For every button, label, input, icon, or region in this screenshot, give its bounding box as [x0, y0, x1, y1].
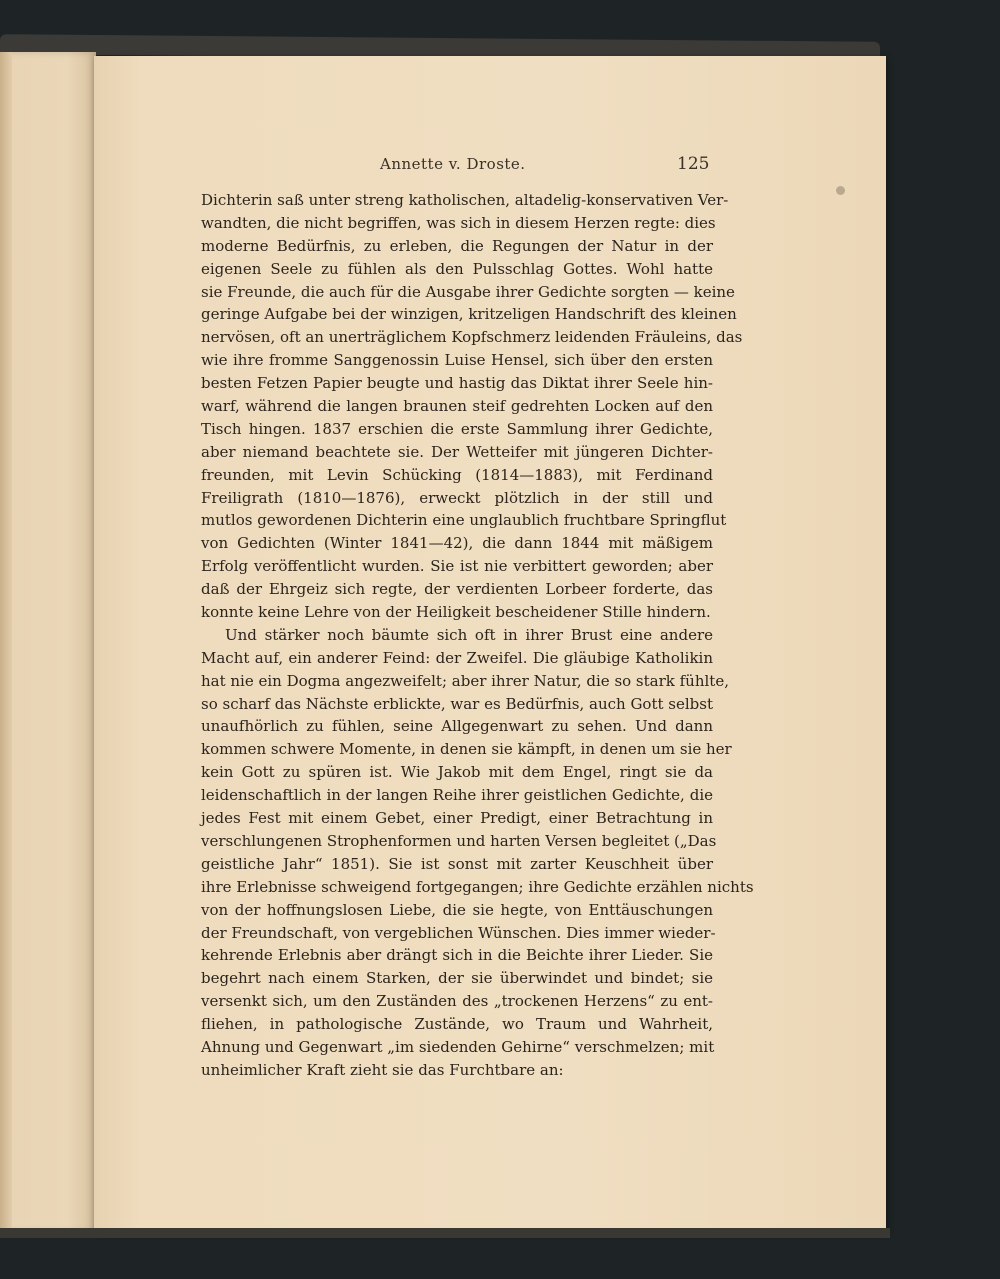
- text-line: Ahnung und Gegenwart „im siedenden Gehirne“ verschmelzen; mit: [201, 1037, 715, 1056]
- text-line: sie Freunde, die auch für die Ausgabe ihrer Gedichte sorgten — keine: [201, 282, 735, 301]
- text-line: Macht auf, ein anderer Feind: der Zweifel. Die gläubige Katholikin: [201, 648, 713, 667]
- body-text: [201, 189, 754, 1082]
- text-line: fliehen, in pathologische Zustände, wo Traum und Wahrheit,: [201, 1015, 713, 1034]
- text-line: freunden, mit Levin Schücking (1814—1883), mit Ferdinand: [201, 465, 713, 484]
- text-line: so scharf das Nächste erblickte, war es Bedürfnis, auch Gott selbst: [201, 694, 713, 713]
- text-line: hat nie ein Dogma angezweifelt; aber ihrer Natur, die so stark fühlte,: [201, 671, 729, 690]
- text-line: nervösen, oft an unerträglichem Kopfschmerz leidenden Fräuleins, das: [201, 328, 743, 347]
- text-line: von der hoffnungslosen Liebe, die sie hegte, von Enttäuschungen: [201, 900, 713, 919]
- text-line: verschlungenen Strophenformen und harten Versen begleitet („Das: [201, 831, 717, 850]
- text-line: unheimlicher Kraft zieht sie das Furchtbare an:: [201, 1060, 564, 1079]
- left-page: [0, 52, 96, 1232]
- text-line: Tisch hingen. 1837 erschien die erste Sammlung ihrer Gedichte,: [201, 419, 713, 438]
- text-line: Freiligrath (1810—1876), erweckt plötzlich in der still und: [201, 488, 713, 507]
- text-line: moderne Bedürfnis, zu erleben, die Regungen der Natur in der: [201, 236, 713, 255]
- text-line: aber niemand beachtete sie. Der Wetteifer mit jüngeren Dichter-: [201, 442, 713, 461]
- text-line: leidenschaftlich in der langen Reihe ihrer geistlichen Gedichte, die: [201, 786, 713, 805]
- text-line: wie ihre fromme Sanggenossin Luise Hensel, sich über den ersten: [201, 351, 713, 370]
- text-line: mutlos gewordenen Dichterin eine unglaublich fruchtbare Springflut: [201, 511, 727, 530]
- text-line: begehrt nach einem Starken, der sie überwindet und bindet; sie: [201, 969, 713, 988]
- text-line: kehrende Erlebnis aber drängt sich in die Beichte ihrer Lieder. Sie: [201, 946, 713, 965]
- text-line: konnte keine Lehre von der Heiligkeit bescheidener Stille hindern.: [201, 603, 711, 622]
- text-line: wandten, die nicht begriffen, was sich in diesem Herzen regte: dies: [201, 213, 716, 232]
- running-head: Annette v. Droste.: [380, 155, 526, 173]
- text-line: Dichterin saß unter streng katholischen, altadelig-konservativen Ver-: [201, 191, 729, 209]
- text-line: warf, während die langen braunen steif gedrehten Locken auf den: [201, 397, 713, 416]
- text-line: versenkt sich, um den Zuständen des „trockenen Herzens“ zu ent-: [201, 992, 713, 1011]
- text-line: besten Fetzen Papier beugte und hastig das Diktat ihrer Seele hin-: [201, 374, 713, 393]
- text-line: kommen schwere Momente, in denen sie kämpft, in denen um sie her: [201, 740, 732, 759]
- text-line: von Gedichten (Winter 1841—42), die dann 1844 mit mäßigem: [201, 534, 713, 553]
- text-line: eigenen Seele zu fühlen als den Pulsschlag Gottes. Wohl hatte: [201, 259, 713, 278]
- text-line: Und stärker noch bäumte sich oft in ihrer Brust eine andere: [225, 625, 713, 644]
- text-line: daß der Ehrgeiz sich regte, der verdienten Lorbeer forderte, das: [201, 580, 713, 599]
- text-line: kein Gott zu spüren ist. Wie Jakob mit dem Engel, ringt sie da: [201, 763, 713, 782]
- page-number: 125: [677, 154, 710, 174]
- text-line: der Freundschaft, von vergeblichen Wünschen. Dies immer wieder-: [201, 923, 716, 942]
- text-line: jedes Fest mit einem Gebet, einer Predigt, einer Betrachtung in: [201, 809, 713, 828]
- text-line: geringe Aufgabe bei der winzigen, kritzeligen Handschrift des kleinen: [201, 305, 737, 324]
- text-line: Erfolg veröffentlicht wurden. Sie ist nie verbittert geworden; aber: [201, 557, 713, 576]
- text-line: unaufhörlich zu fühlen, seine Allgegenwart zu sehen. Und dann: [201, 717, 713, 736]
- left-page-edge: [0, 52, 12, 1232]
- book-bottom-edge: [0, 1228, 890, 1238]
- paper-speck: [836, 186, 845, 195]
- text-line: ihre Erlebnisse schweigend fortgegangen; ihre Gedichte erzählen nichts: [201, 877, 754, 896]
- text-line: geistliche Jahr“ 1851). Sie ist sonst mit zarter Keuschheit über: [201, 854, 713, 873]
